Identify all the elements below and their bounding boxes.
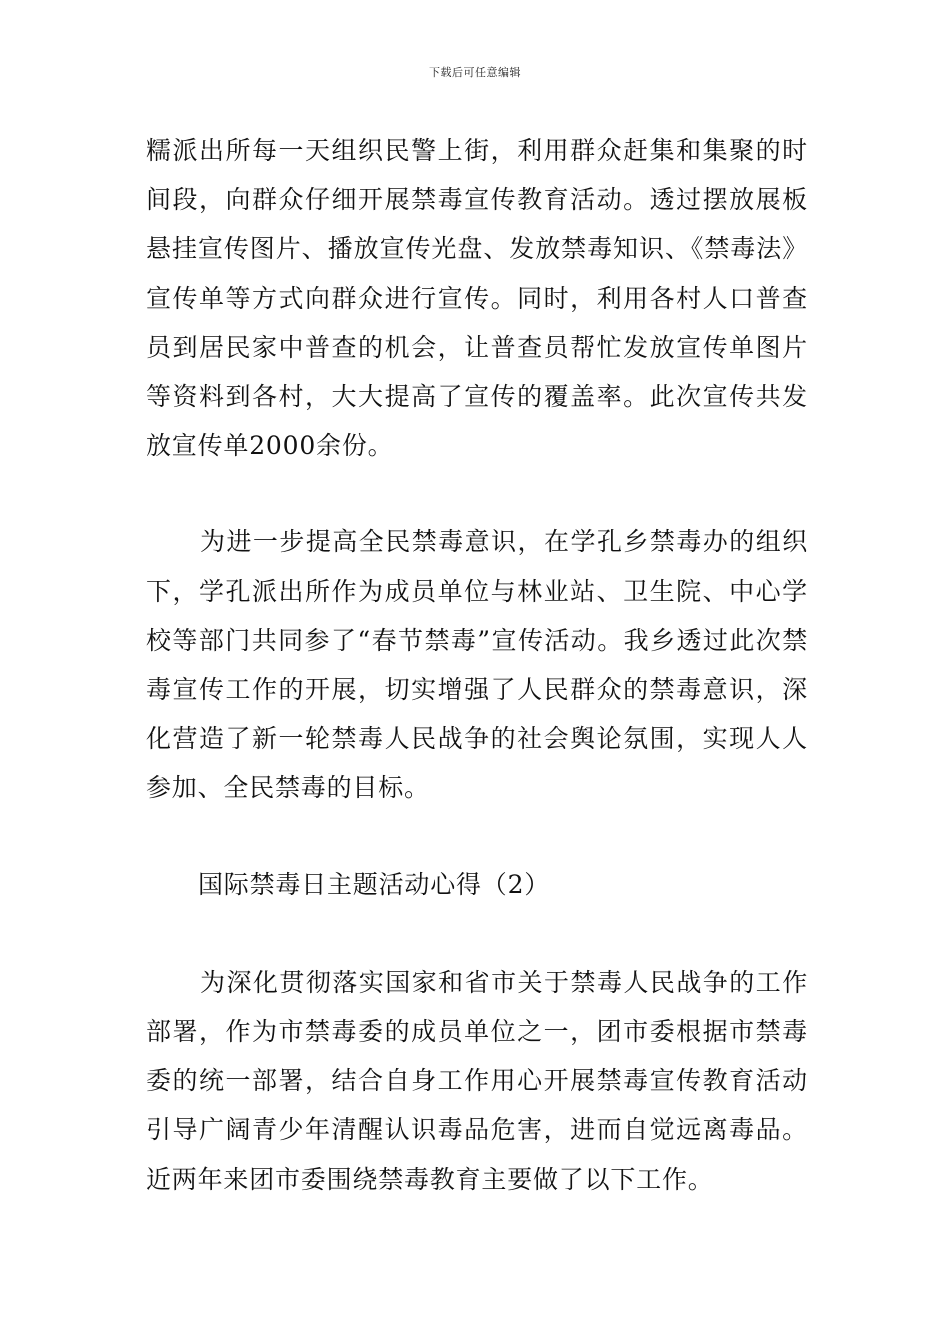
paragraph-1: 糯派出所每一天组织民警上街，利用群众赶集和集聚的时间段，向群众仔细开展禁毒宣传教育活动。透过摆放展板悬挂宣传图片、播放宣传光盘、发放禁毒知识、《禁毒法》宣传单等方式向群众进行宣传。同时，利用各村人口普查员到居民家中普查的机会，让普查员帮忙发放宣传单图片等资料到各村，大大提高了宣传的覆盖率。此次宣传共发放宣传单2000余份。 xyxy=(146,136,808,461)
document-body xyxy=(146,126,808,1204)
paragraph-2: 为进一步提高全民禁毒意识，在学孔乡禁毒办的组织下，学孔派出所作为成员单位与林业站、卫生院、中心学校等部门共同参了“春节禁毒”宣传活动。我乡透过此次禁毒宣传工作的开展，切实增强了人民群众的禁毒意识，深化营造了新一轮禁毒人民战争的社会舆论氛围，实现人人参加、全民禁毒的目标。 xyxy=(146,527,808,803)
section-heading: 国际禁毒日主题活动心得（2） xyxy=(198,869,551,899)
header-note: 下载后可任意编辑 xyxy=(429,66,521,79)
paragraph-gap xyxy=(146,470,808,517)
paragraph-3: 为深化贯彻落实国家和省市关于禁毒人民战争的工作部署，作为市禁毒委的成员单位之一，团市委根据市禁毒委的统一部署，结合自身工作用心开展禁毒宣传教育活动引导广阔青少年清醒认识毒品危害，进而自觉远离毒品。近两年来团市委围绕禁毒教育主要做了以下工作。 xyxy=(146,967,808,1194)
paragraph-gap xyxy=(146,909,808,958)
paragraph-gap xyxy=(146,813,808,860)
